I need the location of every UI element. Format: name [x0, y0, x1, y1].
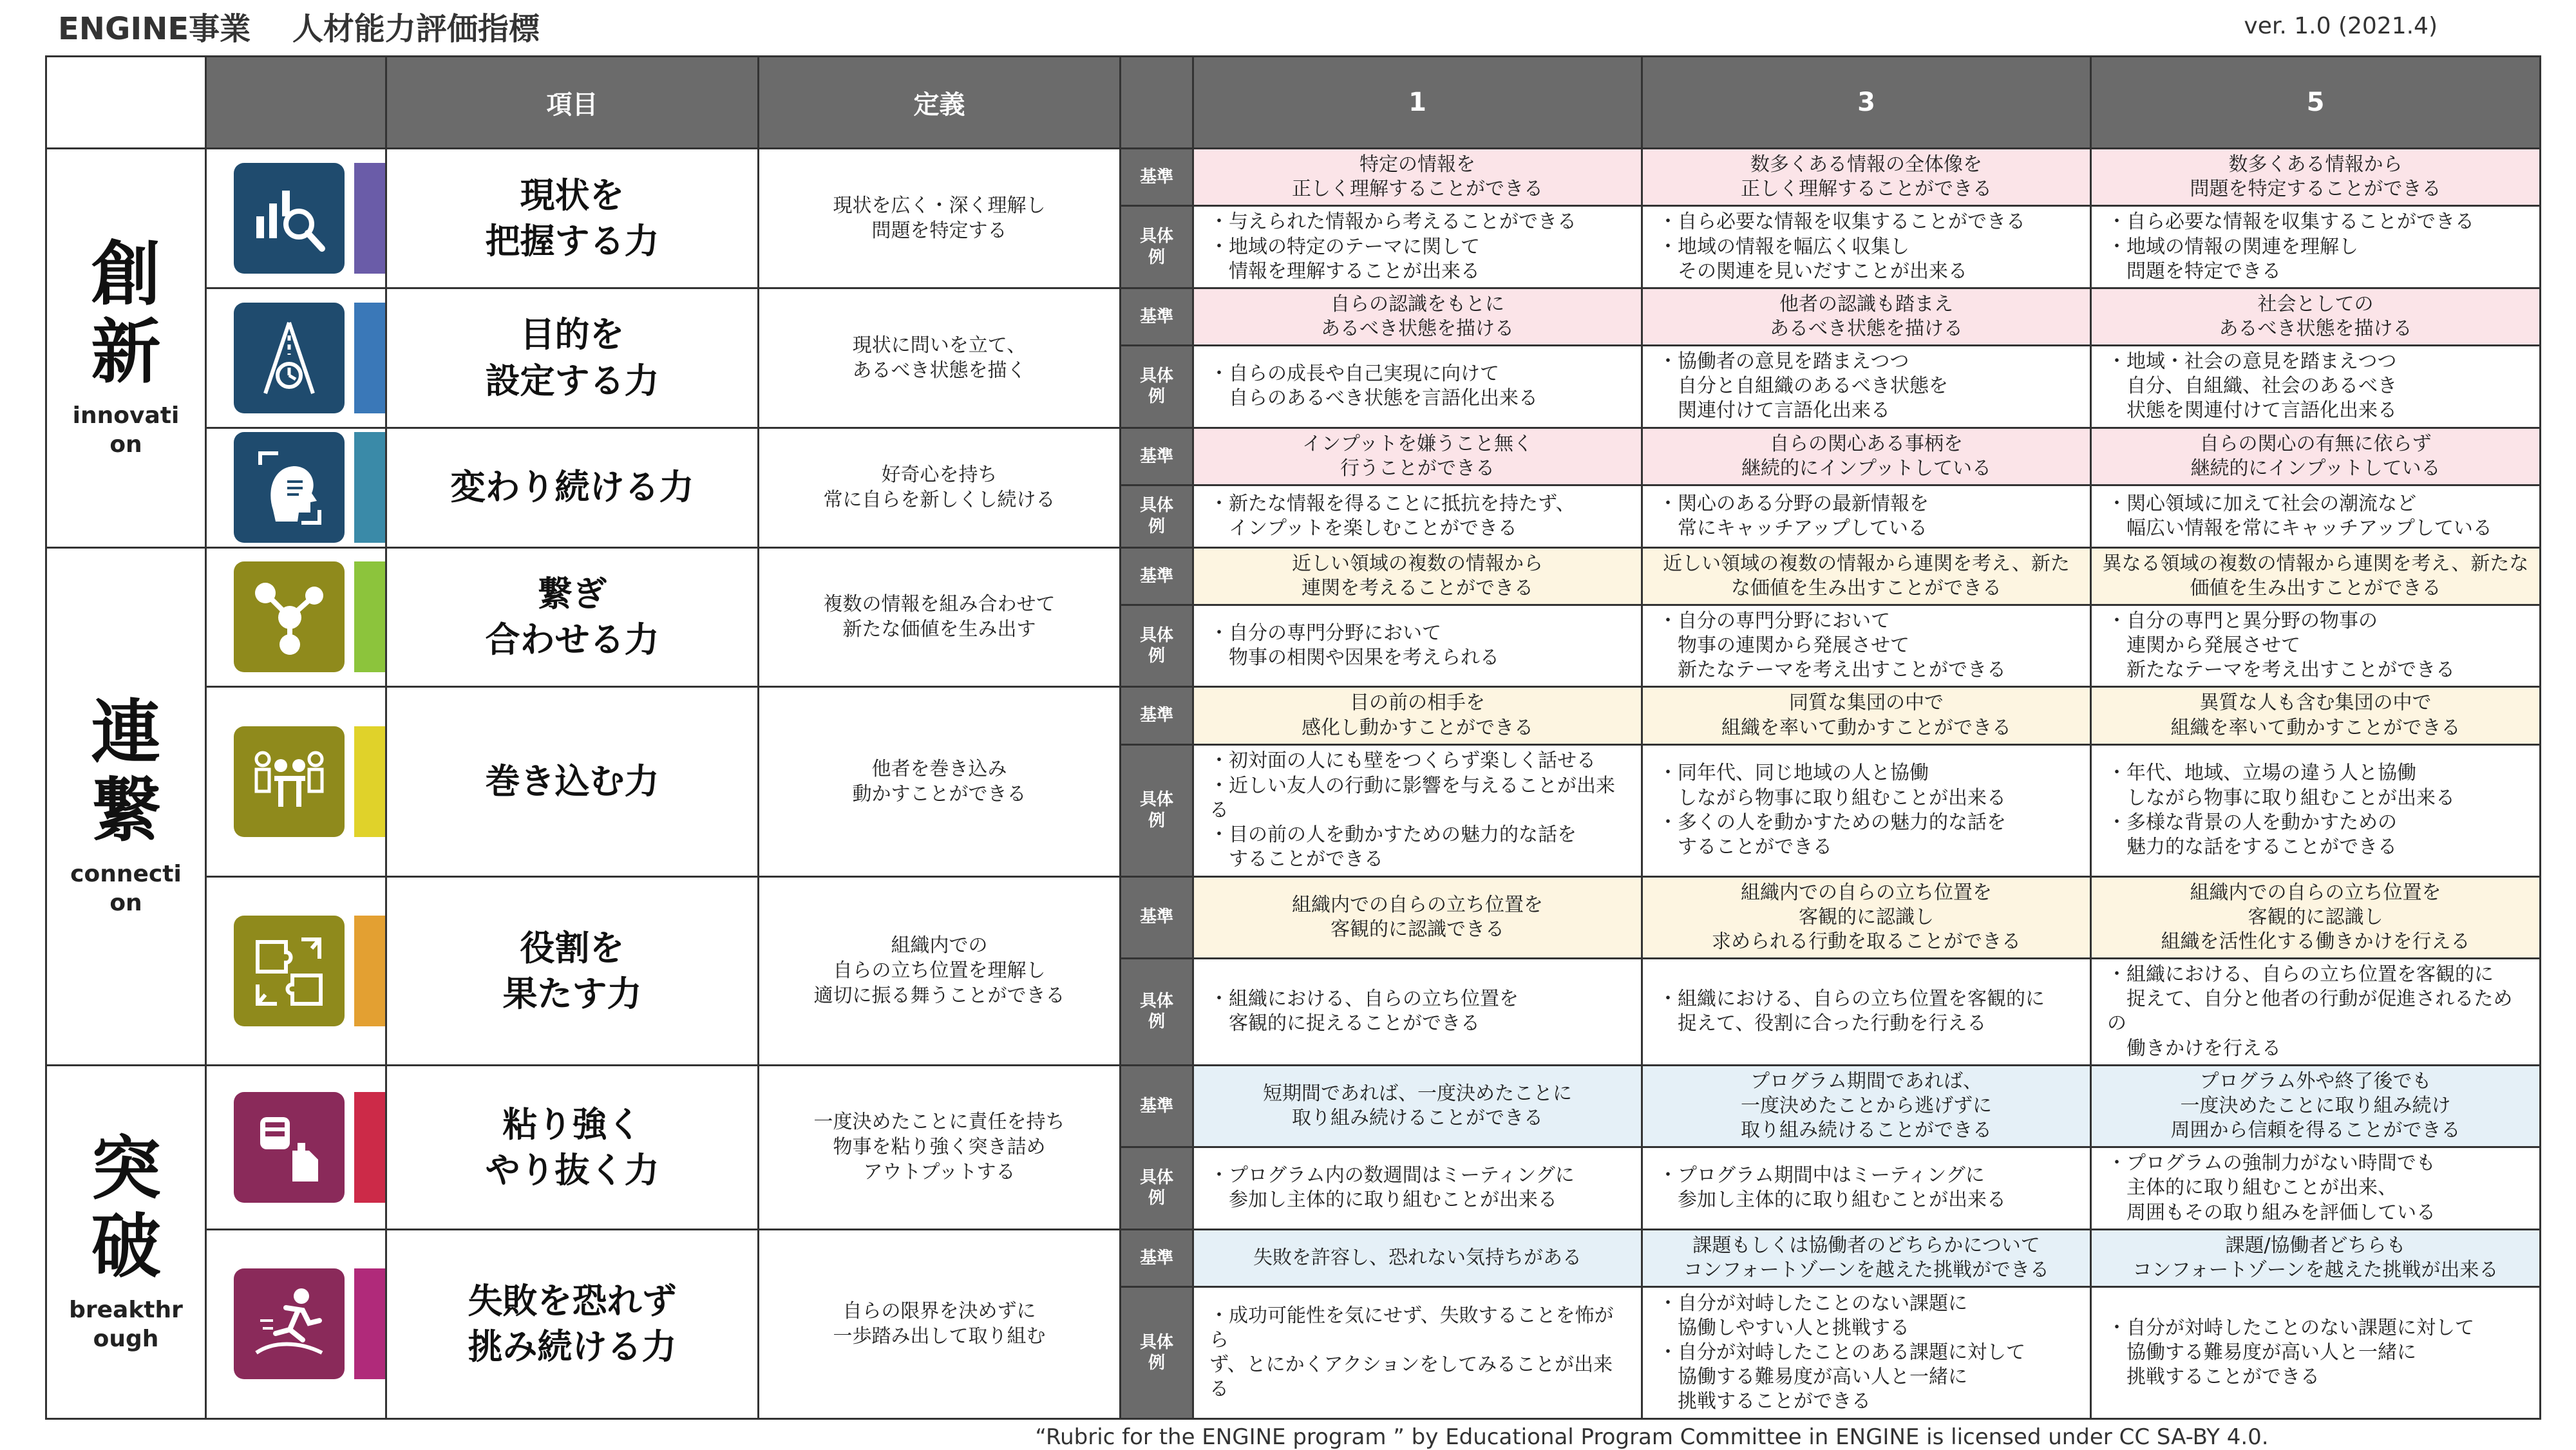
- standard-level-3: 同質な集団の中で 組織を率いて動かすことができる: [1642, 687, 2091, 744]
- example-level-1: ・与えられた情報から考えることができる ・地域の特定のテーマに関して 情報を理解することが出来る: [1193, 206, 1642, 288]
- standard-level-5: 異なる領域の複数の情報から連関を考え、新たな 価値を生み出すことができる: [2091, 547, 2541, 605]
- skill-definition: 好奇心を持ち 常に自らを新しくし続ける: [759, 428, 1121, 547]
- skill-definition: 現状に問いを立て、 あるべき状態を描く: [759, 288, 1121, 428]
- header-level-5: 5: [2091, 57, 2541, 149]
- skill-color-bar: [354, 561, 385, 672]
- table-header-row: [46, 57, 2541, 149]
- standard-level-1: 短期間であれば、一度決めたことに 取り組み続けることができる: [1193, 1065, 1642, 1147]
- skill-definition: 複数の情報を組み合わせて 新たな価値を生み出す: [759, 547, 1121, 687]
- standard-level-1: 目の前の相手を 感化し動かすことができる: [1193, 687, 1642, 744]
- rubric-standard-row: [46, 288, 2541, 345]
- skill-icon-cell: [206, 288, 386, 428]
- skill-name: 役割を 果たす力: [386, 876, 759, 1065]
- standard-level-3: 自らの関心ある事柄を 継続的にインプットしている: [1642, 428, 2091, 485]
- skill-icon-cell: [206, 547, 386, 687]
- example-level-1: ・プログラム内の数週間はミーティングに 参加し主体的に取り組むことが出来る: [1193, 1147, 1642, 1229]
- header-type: [1121, 57, 1193, 149]
- runner-jump-icon: [234, 1268, 345, 1379]
- network-nodes-icon: [234, 561, 345, 672]
- row-type-example: 具体 例: [1121, 485, 1193, 548]
- skill-name: 現状を 把握する力: [386, 149, 759, 288]
- standard-level-5: 社会としての あるべき状態を描ける: [2091, 288, 2541, 345]
- example-level-3: ・自分が対峙したことのない課題に 協働しやすい人と挑戦する ・自分が対峙したことのある課題に対して 協働する難易度が高い人と一緒に 挑戦することができる: [1642, 1287, 2091, 1419]
- example-level-1: ・自分の専門分野において 物事の相関や因果を考えられる: [1193, 605, 1642, 687]
- page-title: ENGINE事業 人材能力評価指標: [58, 11, 540, 47]
- skill-color-bar: [354, 726, 385, 837]
- skill-definition: 現状を広く・深く理解し 問題を特定する: [759, 149, 1121, 288]
- head-cycle-icon: [234, 432, 345, 543]
- example-level-1: ・新たな情報を得ることに抵抗を持たず、 インプットを楽しむことができる: [1193, 485, 1642, 548]
- rubric-standard-row: [46, 876, 2541, 958]
- header-icon-column: [206, 57, 386, 149]
- category-kanji: 突 破: [91, 1129, 161, 1287]
- standard-level-3: 他者の認識も踏まえ あるべき状態を描ける: [1642, 288, 2091, 345]
- row-type-example: 具体 例: [1121, 1287, 1193, 1419]
- example-level-1: ・初対面の人にも壁をつくらず楽しく話せる ・近しい友人の行動に影響を与えることが出来る ・目の前の人を動かすための魅力的な話を することができる: [1193, 744, 1642, 876]
- example-level-5: ・自分の専門と異分野の物事の 連関から発展させて 新たなテーマを考え出すことができる: [2091, 605, 2541, 687]
- version-label: ver. 1.0 (2021.4): [2244, 13, 2438, 39]
- example-level-3: ・プログラム期間中はミーティングに 参加し主体的に取り組むことが出来る: [1642, 1147, 2091, 1229]
- skill-definition: 他者を巻き込み 動かすことができる: [759, 687, 1121, 876]
- header-level-1: 1: [1193, 57, 1642, 149]
- skill-color-bar: [354, 1092, 385, 1203]
- skill-definition: 自らの限界を決めずに 一歩踏み出して取り組む: [759, 1229, 1121, 1418]
- skill-icon-cell: [206, 1065, 386, 1229]
- skill-name: 繋ぎ 合わせる力: [386, 547, 759, 687]
- example-level-5: ・プログラムの強制力がない時間でも 主体的に取り組むことが出来、 周囲もその取り組みを評価している: [2091, 1147, 2541, 1229]
- standard-level-3: 近しい領域の複数の情報から連関を考え、新た な価値を生み出すことができる: [1642, 547, 2091, 605]
- row-type-example: 具体 例: [1121, 206, 1193, 288]
- skill-definition: 組織内での 自らの立ち位置を理解し 適切に振る舞うことができる: [759, 876, 1121, 1065]
- category-cell: [46, 1065, 206, 1418]
- example-level-3: ・協働者の意見を踏まえつつ 自分と自組織のあるべき状態を 関連付けて言語化出来る: [1642, 346, 2091, 428]
- license-footer: “Rubric for the ENGINE program ” by Educational Program Committee in ENGINE is licensed under CC SA-BY 4.0.: [1035, 1424, 2269, 1450]
- example-level-5: ・地域・社会の意見を踏まえつつ 自分、自組織、社会のあるべき 状態を関連付けて言語化出来る: [2091, 346, 2541, 428]
- skill-color-bar: [354, 432, 385, 543]
- row-type-standard: 基準: [1121, 1229, 1193, 1286]
- example-level-3: ・組織における、自らの立ち位置を客観的に 捉えて、役割に合った行動を行える: [1642, 958, 2091, 1065]
- rubric-standard-row: [46, 1065, 2541, 1147]
- skill-color-bar: [354, 163, 385, 274]
- row-type-example: 具体 例: [1121, 1147, 1193, 1229]
- category-cell: [46, 149, 206, 548]
- row-type-standard: 基準: [1121, 428, 1193, 485]
- example-level-5: ・関心領域に加えて社会の潮流など 幅広い情報を常にキャッチアップしている: [2091, 485, 2541, 548]
- standard-level-3: 数多くある情報の全体像を 正しく理解することができる: [1642, 149, 2091, 206]
- example-level-5: ・自分が対峙したことのない課題に対して 協働する難易度が高い人と一緒に 挑戦することができる: [2091, 1287, 2541, 1419]
- row-type-example: 具体 例: [1121, 744, 1193, 876]
- header-blank: [46, 57, 206, 149]
- standard-level-5: 自らの関心の有無に依らず 継続的にインプットしている: [2091, 428, 2541, 485]
- example-level-3: ・自ら必要な情報を収集することができる ・地域の情報を幅広く収集し その関連を見いだすことが出来る: [1642, 206, 2091, 288]
- skill-icon-cell: [206, 428, 386, 547]
- example-level-3: ・関心のある分野の最新情報を 常にキャッチアップしている: [1642, 485, 2091, 548]
- standard-level-1: 組織内での自らの立ち位置を 客観的に認識できる: [1193, 876, 1642, 958]
- skill-color-bar: [354, 1268, 385, 1379]
- standard-level-5: 異質な人も含む集団の中で 組織を率いて動かすことができる: [2091, 687, 2541, 744]
- skill-name: 巻き込む力: [386, 687, 759, 876]
- fist-hand-icon: [234, 1092, 345, 1203]
- category-english: connection: [70, 861, 182, 917]
- row-type-standard: 基準: [1121, 288, 1193, 345]
- header-definition: 定義: [759, 57, 1121, 149]
- rubric-standard-row: [46, 149, 2541, 206]
- puzzle-arrows-icon: [234, 916, 345, 1026]
- example-level-3: ・同年代、同じ地域の人と協働 しながら物事に取り組むことが出来る ・多くの人を動かすための魅力的な話を することができる: [1642, 744, 2091, 876]
- category-cell: [46, 547, 206, 1065]
- standard-level-5: 数多くある情報から 問題を特定することができる: [2091, 149, 2541, 206]
- example-level-5: ・自ら必要な情報を収集することができる ・地域の情報の関連を理解し 問題を特定できる: [2091, 206, 2541, 288]
- standard-level-5: プログラム外や終了後でも 一度決めたことに取り組み続け 周囲から信頼を得ることができる: [2091, 1065, 2541, 1147]
- category-kanji: 創 新: [91, 234, 161, 393]
- example-level-5: ・年代、地域、立場の違う人と協働 しながら物事に取り組むことが出来る ・多様な背景の人を動かすための 魅力的な話をすることができる: [2091, 744, 2541, 876]
- row-type-example: 具体 例: [1121, 958, 1193, 1065]
- people-group-icon: [234, 726, 345, 837]
- skill-name: 失敗を恐れず 挑み続ける力: [386, 1229, 759, 1418]
- rubric-standard-row: [46, 547, 2541, 605]
- skill-icon-cell: [206, 876, 386, 1065]
- category-english: breakthrough: [69, 1296, 183, 1352]
- row-type-standard: 基準: [1121, 547, 1193, 605]
- standard-level-1: 自らの認識をもとに あるべき状態を描ける: [1193, 288, 1642, 345]
- standard-level-5: 課題/協働者どちらも コンフォートゾーンを越えた挑戦が出来る: [2091, 1229, 2541, 1286]
- skill-name: 粘り強く やり抜く力: [386, 1065, 759, 1229]
- row-type-example: 具体 例: [1121, 346, 1193, 428]
- skill-definition: 一度決めたことに責任を持ち 物事を粘り強く突き詰め アウトプットする: [759, 1065, 1121, 1229]
- standard-level-5: 組織内での自らの立ち位置を 客観的に認識し 組織を活性化する働きかけを行える: [2091, 876, 2541, 958]
- skill-name: 目的を 設定する力: [386, 288, 759, 428]
- standard-level-1: 失敗を許容し、恐れない気持ちがある: [1193, 1229, 1642, 1286]
- standard-level-1: 特定の情報を 正しく理解することができる: [1193, 149, 1642, 206]
- standard-level-3: 課題もしくは協働者のどちらかについて コンフォートゾーンを越えた挑戦ができる: [1642, 1229, 2091, 1286]
- rubric-standard-row: [46, 428, 2541, 485]
- chart-magnifier-icon: [234, 163, 345, 274]
- row-type-standard: 基準: [1121, 1065, 1193, 1147]
- example-level-3: ・自分の専門分野において 物事の連関から発展させて 新たなテーマを考え出すことができる: [1642, 605, 2091, 687]
- rubric-standard-row: [46, 687, 2541, 744]
- example-level-1: ・組織における、自らの立ち位置を 客観的に捉えることができる: [1193, 958, 1642, 1065]
- row-type-example: 具体 例: [1121, 605, 1193, 687]
- standard-level-3: プログラム期間であれば、 一度決めたことから逃げずに 取り組み続けることができる: [1642, 1065, 2091, 1147]
- example-level-1: ・自らの成長や自己実現に向けて 自らのあるべき状態を言語化出来る: [1193, 346, 1642, 428]
- skill-icon-cell: [206, 687, 386, 876]
- standard-level-1: インプットを嫌うこと無く 行うことができる: [1193, 428, 1642, 485]
- row-type-standard: 基準: [1121, 876, 1193, 958]
- skill-name: 変わり続ける力: [386, 428, 759, 547]
- standard-level-3: 組織内での自らの立ち位置を 客観的に認識し 求められる行動を取ることができる: [1642, 876, 2091, 958]
- row-type-standard: 基準: [1121, 149, 1193, 206]
- skill-icon-cell: [206, 1229, 386, 1418]
- row-type-standard: 基準: [1121, 687, 1193, 744]
- road-compass-icon: [234, 303, 345, 413]
- skill-color-bar: [354, 916, 385, 1026]
- header-level-3: 3: [1642, 57, 2091, 149]
- category-kanji: 連 繋: [91, 693, 161, 852]
- header-item: 項目: [386, 57, 759, 149]
- category-english: innovation: [72, 402, 180, 458]
- example-level-1: ・成功可能性を気にせず、失敗することを怖がら ず、とにかくアクションをしてみることが出来る: [1193, 1287, 1642, 1419]
- skill-color-bar: [354, 303, 385, 413]
- rubric-table: [45, 55, 2541, 1420]
- standard-level-1: 近しい領域の複数の情報から 連関を考えることができる: [1193, 547, 1642, 605]
- skill-icon-cell: [206, 149, 386, 288]
- rubric-standard-row: [46, 1229, 2541, 1286]
- example-level-5: ・組織における、自らの立ち位置を客観的に 捉えて、自分と他者の行動が促進されるための 働きかけを行える: [2091, 958, 2541, 1065]
